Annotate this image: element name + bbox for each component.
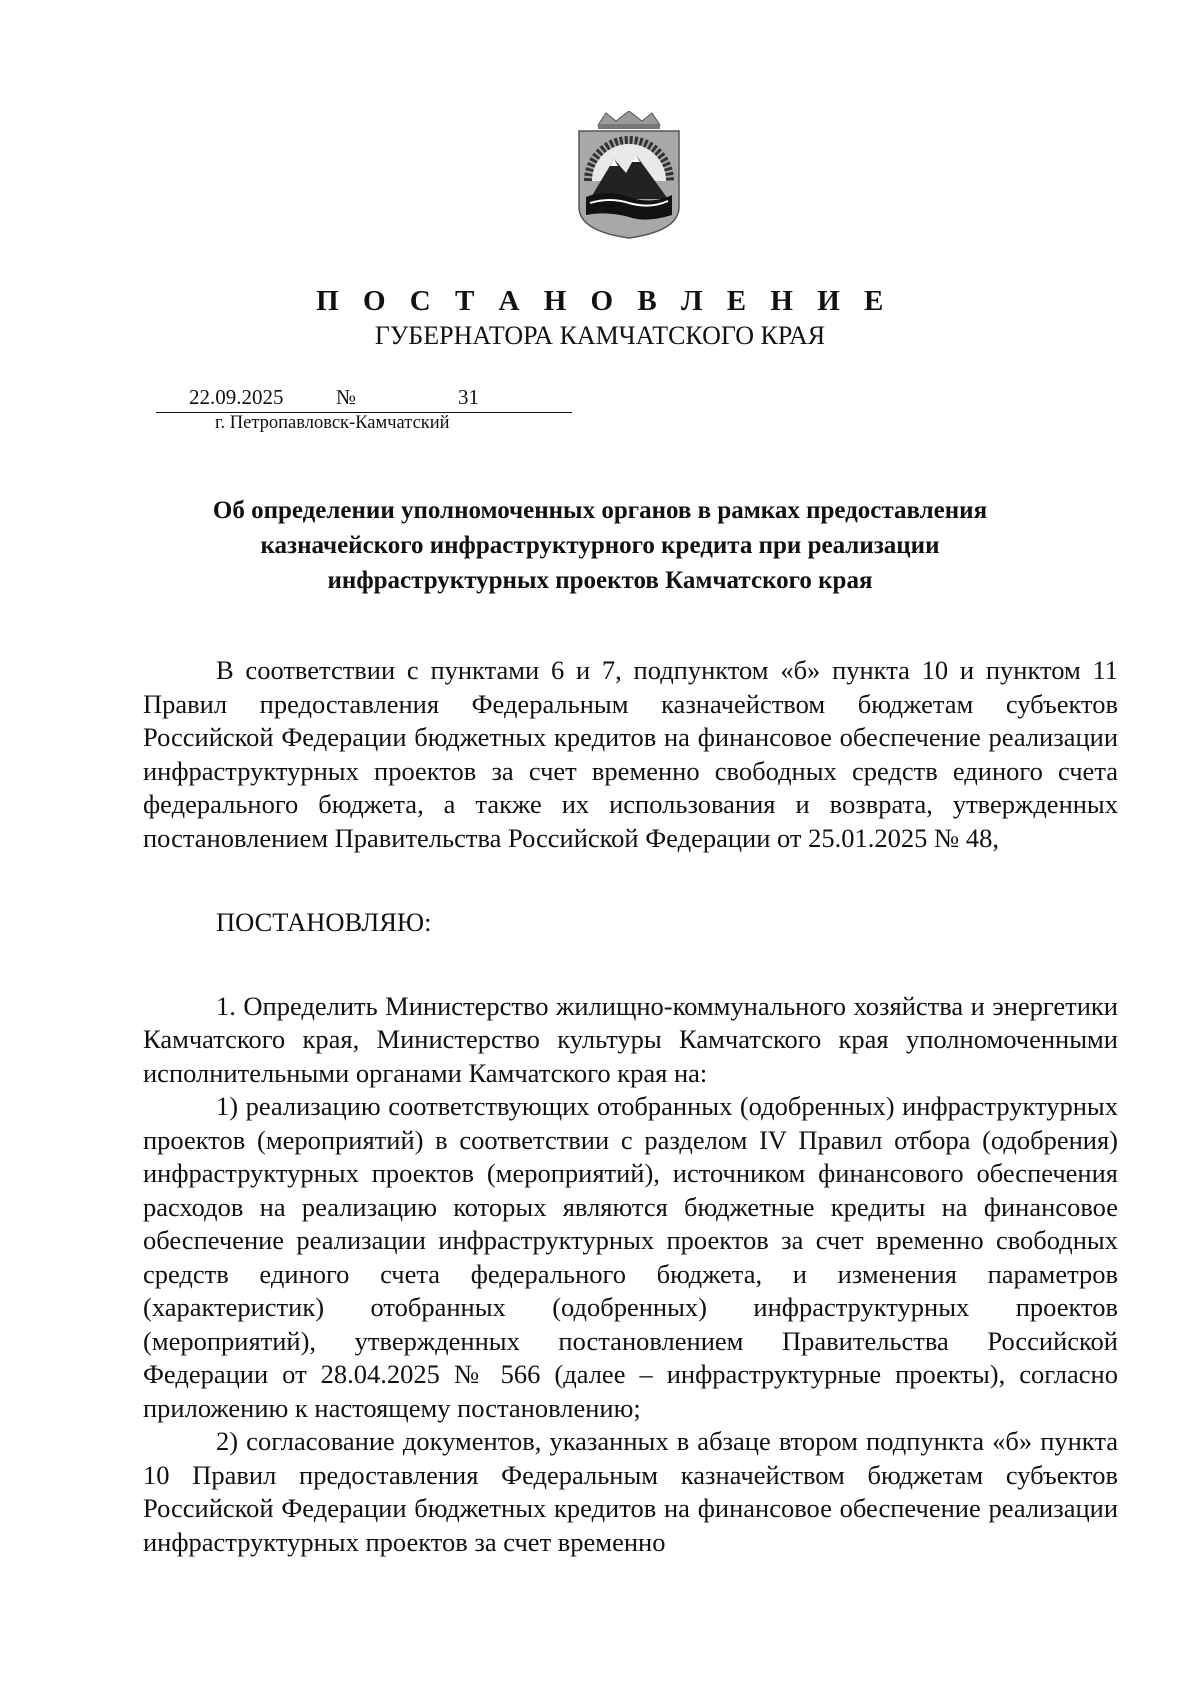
coat-of-arms-icon [576, 111, 682, 239]
clause-1-subitem-2: 2) согласование документов, указанных в абзаце втором подпункта «б» пункта 10 Правил предоставления Федеральным казначейством бюджетам субъектов Российской Федерации бюджетных кредитов на финансовое обеспечение реализации инфраструктурных проектов за счет временно [143, 1426, 1118, 1557]
number-sign: № [336, 385, 357, 409]
document-type-title: П О С Т А Н О В Л Е Н И Е [316, 285, 892, 317]
heading-line-2: казначейского инфраструктурного кредита при реализации [260, 532, 940, 559]
heading-line-1: Об определении уполномоченных органов в рамках предоставления [212, 497, 988, 524]
document-title-block [0, 283, 1200, 353]
issuer-title: ГУБЕРНАТОРА КАМЧАТСКОГО КРАЯ [374, 321, 826, 350]
document-number: 31 [458, 385, 479, 409]
document-date: 22.09.2025 [189, 385, 284, 409]
clause-1: 1. Определить Министерство жилищно-коммунального хозяйства и энергетики Камчатского края, Министерство культуры Камчатского края уполномоченными исполнительными органами Камчатского края на: [143, 990, 1118, 1088]
date-number-line [156, 384, 572, 413]
preamble-paragraph: В соответствии с пунктами 6 и 7, подпунктом «б» пункта 10 и пунктом 11 Правил предоставления Федеральным казначейством бюджетам субъектов Российской Федерации бюджетных кредитов на финансовое обеспечение реализации инфраструктурных проектов за счет временно свободных средств единого счета федерального бюджета, а также их использования и возврата, утвержденных постановлением Правительства Российской Федерации от 25.01.2025 № 48, [143, 655, 1118, 853]
decree-word: ПОСТАНОВЛЯЮ: [216, 907, 432, 937]
place-of-issue: г. Петропавловск-Камчатский [215, 413, 450, 433]
heading-line-3: инфраструктурных проектов Камчатского края [327, 567, 873, 594]
document-heading [120, 493, 1080, 598]
document-body [143, 654, 1118, 1559]
clause-1-subitem-1: 1) реализацию соответствующих отобранных (одобренных) инфраструктурных проектов (мероприятий) в соответствии с разделом IV Правил отбора (одобрения) инфраструктурных проектов (мероприятий), источником финансового обеспечения расходов на реализацию которых являются бюджетные кредиты на финансовое обеспечение реализации инфраструктурных проектов за счет временно свободных средств единого счета федерального бюджета, и изменения параметров (характеристик) отобранных (одобренных) инфраструктурных проектов (мероприятий), утвержденных постановлением Правительства Российской Федерации от 28.04.2025 № 566 (далее – инфраструктурные проекты), согласно приложению к настоящему постановлению; [143, 1091, 1118, 1423]
